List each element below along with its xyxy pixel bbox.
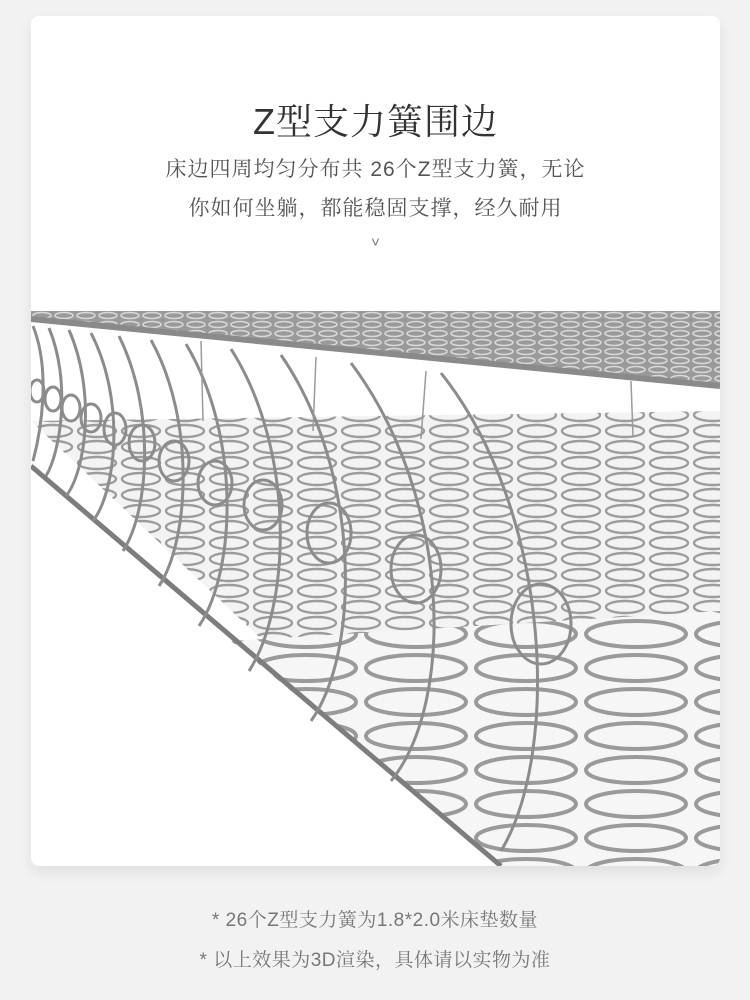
footnote-render-disclaimer: * 以上效果为3D渲染，具体请以实物为准 [199,950,551,971]
spring-edge-illustration [31,311,720,866]
footnote-spring-count: * 26个Z型支力簧为1.8*2.0米床垫数量 [211,910,539,931]
description-line-1: 床边四周均匀分布共 26个Z型支力簧，无论 [165,158,586,181]
page-title: Z型支力簧围边 [253,101,498,142]
chevron-down-icon: ˅ [371,234,380,251]
description-line-2: 你如何坐躺，都能稳固支撑，经久耐用 [188,197,563,220]
content-card [31,16,720,866]
